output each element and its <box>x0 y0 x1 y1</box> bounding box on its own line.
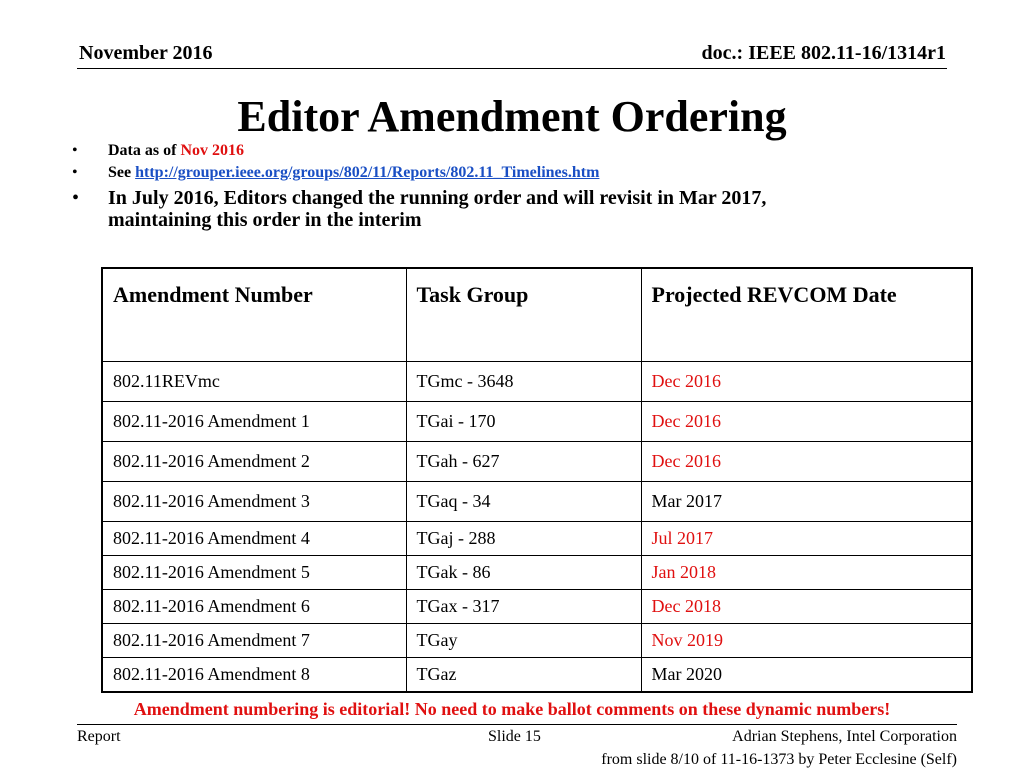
table-row <box>102 624 972 658</box>
table-row <box>102 442 972 482</box>
footer-author: Adrian Stephens, Intel Corporation <box>732 728 957 745</box>
cell-amendment: 802.11-2016 Amendment 3 <box>102 482 406 522</box>
header-date: November 2016 <box>79 42 213 64</box>
cell-amendment: 802.11-2016 Amendment 8 <box>102 658 406 693</box>
footer-slide-number: Slide 15 <box>488 728 541 745</box>
cell-task-group: TGak - 86 <box>406 556 641 590</box>
cell-task-group: TGaz <box>406 658 641 693</box>
table-row <box>102 402 972 442</box>
header-divider <box>77 68 947 69</box>
editorial-note: Amendment numbering is editorial! No need to make ballot comments on these dynamic numbers! <box>133 699 891 719</box>
table-row <box>102 482 972 522</box>
cell-task-group: TGaq - 34 <box>406 482 641 522</box>
footer-divider <box>77 724 957 725</box>
table-row <box>102 362 972 402</box>
footer-report: Report <box>77 728 121 745</box>
bullet-data-as-of-label: Data as of <box>108 142 181 159</box>
cell-date: Mar 2017 <box>641 482 972 522</box>
slide-title: Editor Amendment Ordering <box>237 92 787 141</box>
bullet-running-order-text: In July 2016, Editors changed the running order and will revisit in Mar 2017, maintaining this order in the interim <box>108 187 767 231</box>
footer-source: from slide 8/10 of 11-16-1373 by Peter Ecclesine (Self) <box>601 751 957 768</box>
cell-task-group: TGai - 170 <box>406 402 641 442</box>
cell-task-group: TGay <box>406 624 641 658</box>
bullet-see-link <box>72 162 872 184</box>
cell-date: Dec 2018 <box>641 590 972 624</box>
table-row <box>102 658 972 693</box>
cell-date: Jan 2018 <box>641 556 972 590</box>
cell-date: Dec 2016 <box>641 362 972 402</box>
cell-date: Dec 2016 <box>641 442 972 482</box>
bullet-dot-icon: • <box>72 142 78 159</box>
cell-task-group: TGax - 317 <box>406 590 641 624</box>
bullet-data-as-of <box>72 140 872 162</box>
table-row <box>102 522 972 556</box>
bullet-dot-icon: • <box>72 187 80 209</box>
table-header-row <box>102 268 972 362</box>
cell-task-group: TGmc - 3648 <box>406 362 641 402</box>
cell-date: Nov 2019 <box>641 624 972 658</box>
table-row <box>102 590 972 624</box>
table-row <box>102 556 972 590</box>
cell-amendment: 802.11-2016 Amendment 1 <box>102 402 406 442</box>
cell-task-group: TGah - 627 <box>406 442 641 482</box>
bullet-see-label: See <box>108 164 136 181</box>
bullet-data-as-of-value: Nov 2016 <box>180 142 244 159</box>
cell-date: Dec 2016 <box>641 402 972 442</box>
cell-amendment: 802.11REVmc <box>102 362 406 402</box>
cell-date: Jul 2017 <box>641 522 972 556</box>
header-revcom-date: Projected REVCOM Date <box>641 268 972 362</box>
cell-task-group: TGaj - 288 <box>406 522 641 556</box>
cell-amendment: 802.11-2016 Amendment 6 <box>102 590 406 624</box>
bullet-dot-icon: • <box>72 164 78 181</box>
amendment-table <box>101 267 973 693</box>
header-task-group: Task Group <box>406 268 641 362</box>
header-amendment-number: Amendment Number <box>102 268 406 362</box>
timelines-link[interactable]: http://grouper.ieee.org/groups/802/11/Reports/802.11_Timelines.htm <box>135 164 600 181</box>
cell-amendment: 802.11-2016 Amendment 4 <box>102 522 406 556</box>
cell-amendment: 802.11-2016 Amendment 2 <box>102 442 406 482</box>
cell-amendment: 802.11-2016 Amendment 7 <box>102 624 406 658</box>
bullet-list <box>72 140 872 231</box>
cell-amendment: 802.11-2016 Amendment 5 <box>102 556 406 590</box>
cell-date: Mar 2020 <box>641 658 972 693</box>
header-doc-id: doc.: IEEE 802.11-16/1314r1 <box>701 42 946 64</box>
bullet-running-order <box>72 187 872 231</box>
